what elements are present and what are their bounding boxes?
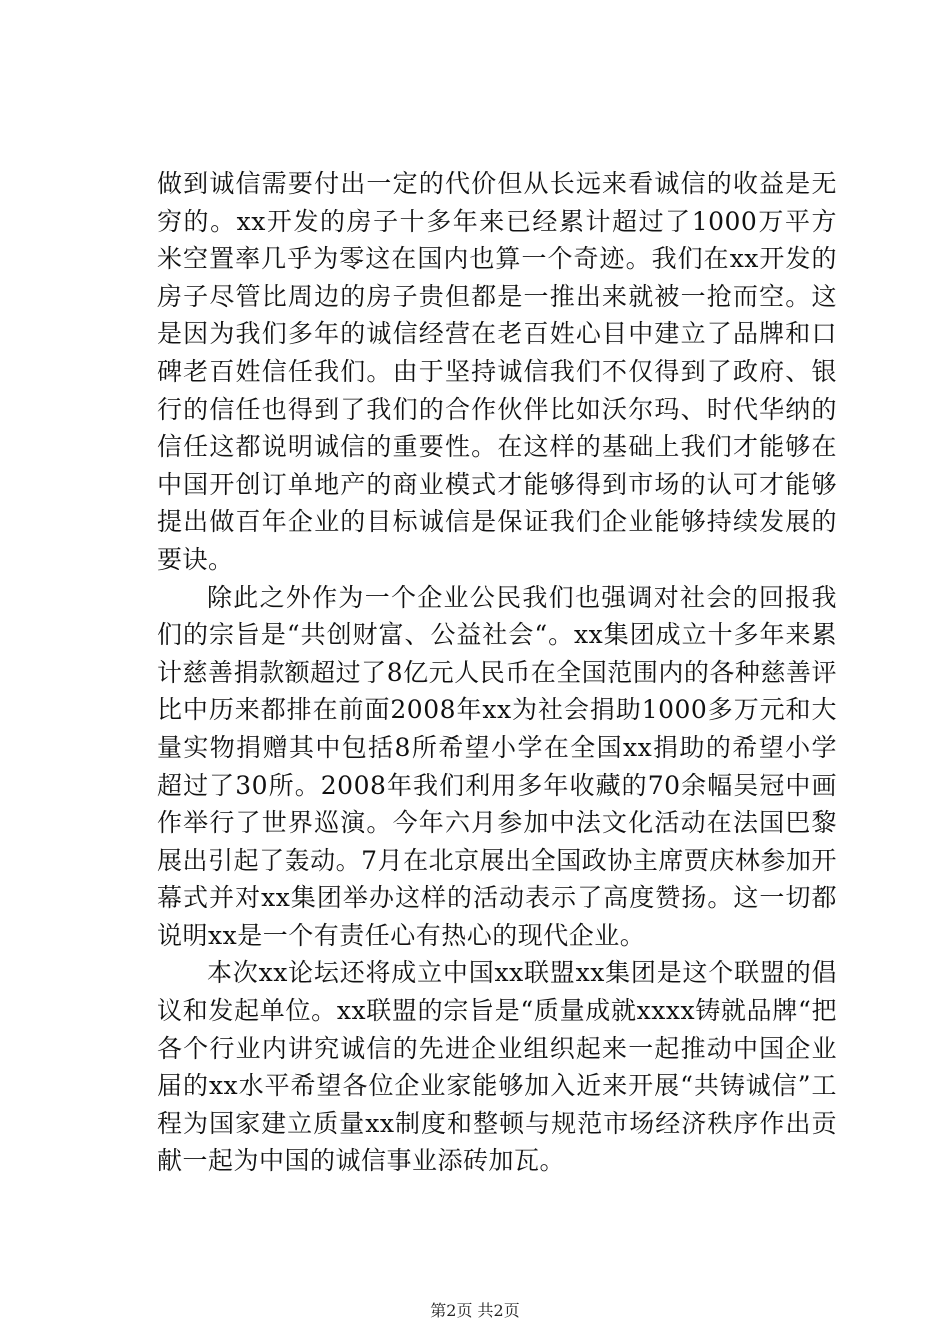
paragraph-2: 除此之外作为一个企业公民我们也强调对社会的回报我们的宗旨是“共创财富、公益社会“。xx集团成立十多年来累计慈善捐款额超过了8亿元人民币在全国范围内的各种慈善评比中历来都排在前面2008年xx为社会捐助1000多万元和大量实物捐赠其中包括8所希望小学在全国xx捐助的希望小学超过了30所。2008年我们利用多年收藏的70余幅吴冠中画作举行了世界巡演。今年六月参加中法文化活动在法国巴黎展出引起了轰动。7月在北京展出全国政协主席贾庆林参加开幕式并对xx集团举办这样的活动表示了高度赞扬。这一切都说明xx是一个有责任心有热心的现代企业。 xyxy=(157,582,837,950)
paragraph-3: 本次xx论坛还将成立中国xx联盟xx集团是这个联盟的倡议和发起单位。xx联盟的宗旨是“质量成就xxxx铸就品牌“把各个行业内讲究诚信的先进企业组织起来一起推动中国企业届的xx水平希望各位企业家能够加入近来开展“共铸诚信”工程为国家建立质量xx制度和整顿与规范市场经济秩序作出贡献一起为中国的诚信事业添砖加瓦。 xyxy=(157,958,837,1176)
document-body xyxy=(157,165,837,1180)
paragraph-1: 做到诚信需要付出一定的代价但从长远来看诚信的收益是无穷的。xx开发的房子十多年来已经累计超过了1000万平方米空置率几乎为零这在国内也算一个奇迹。我们在xx开发的房子尽管比周边的房子贵但都是一推出来就被一抢而空。这是因为我们多年的诚信经营在老百姓心目中建立了品牌和口碑老百姓信任我们。由于坚持诚信我们不仅得到了政府、银行的信任也得到了我们的合作伙伴比如沃尔玛、时代华纳的信任这都说明诚信的重要性。在这样的基础上我们才能够在中国开创订单地产的商业模式才能够得到市场的认可才能够提出做百年企业的目标诚信是保证我们企业能够持续发展的要诀。 xyxy=(157,169,837,574)
page-footer: 第2页 共2页 xyxy=(430,1301,520,1320)
